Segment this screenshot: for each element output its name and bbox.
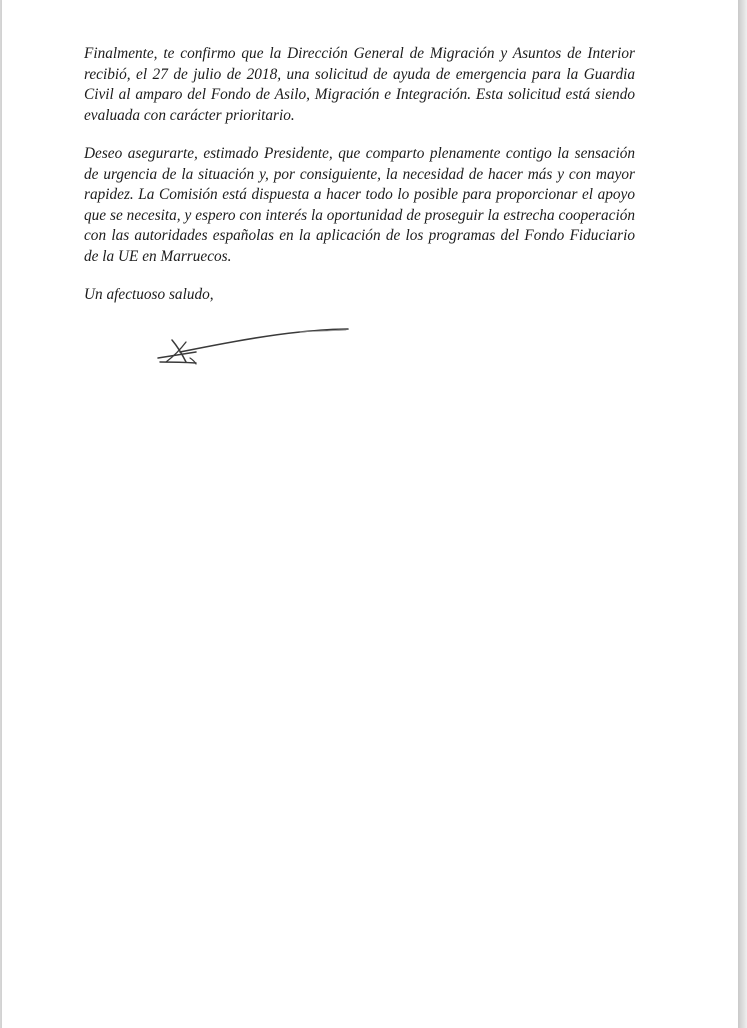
paragraph-cooperation: Deseo asegurarte, estimado Presidente, que comparto plenamente contigo la sensación de urgencia de la situación y, por consiguiente, la necesidad de hacer más y con mayor rapidez. La Comisión está dispuesta a hacer todo lo posible para proporcionar el apoyo que se necesita, y espero con interés la oportunidad de proseguir la estrecha cooperación con las autoridades españolas en la aplicación de los programas del Fondo Fiduciario de la UE en Marruecos. xyxy=(84,145,635,265)
closing-salutation: Un afectuoso saludo, xyxy=(84,286,214,303)
page-shadow xyxy=(738,0,747,1028)
paragraph-emergency-request: Finalmente, te confirmo que la Dirección General de Migración y Asuntos de Interior recibió, el 27 de julio de 2018, una solicitud de ayuda de emergencia para la Guardia Civil al amparo del Fondo de Asilo, Migración e Integración. Esta solicitud está siendo evaluada con carácter prioritario. xyxy=(84,45,635,124)
handwritten-signature xyxy=(150,318,360,374)
